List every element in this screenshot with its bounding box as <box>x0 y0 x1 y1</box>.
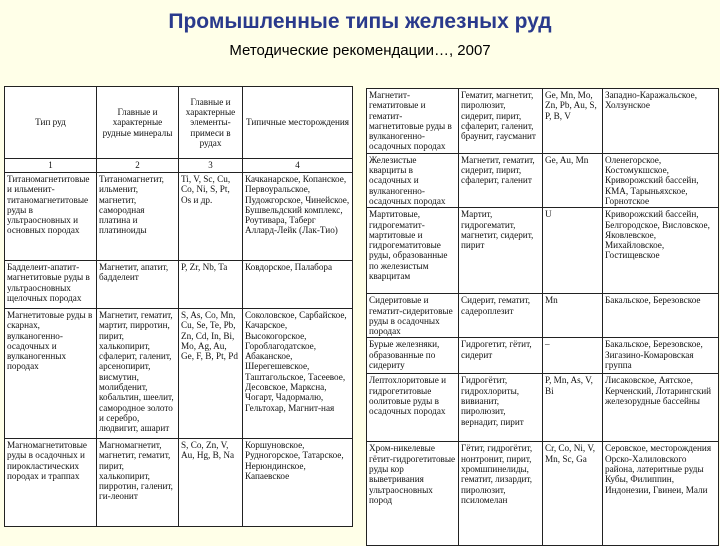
elements-cell: S, As, Co, Mn, Cu, Se, Te, Pb, Zn, Cd, In, Bi, Mo, Ag, Au, Ge, F, B, Pt, Pd <box>179 309 243 439</box>
header-ore-type: Тип руд <box>5 87 97 159</box>
minerals-cell: Гётит, гидрогётит, нонтронит, пирит, хромшпинелиды, гематит, лизардит, пиролюзит, псиломелан <box>459 442 543 546</box>
column-number: 4 <box>243 159 353 173</box>
header-elements: Главные и характерные элементы-примеси в рудах <box>179 87 243 159</box>
minerals-cell: Гидрогетит, гётит, сидерит <box>459 338 543 374</box>
deposits-cell: Коршуновское, Рудногорское, Татарское, Нерюндинское, Капаевское <box>243 439 353 527</box>
deposits-cell: Ковдорское, Палабора <box>243 261 353 309</box>
minerals-cell: Мартит, гидрогематит, магнетит, сидерит, пирит <box>459 208 543 294</box>
page-title: Промышленные типы железных руд <box>168 10 552 33</box>
deposits-cell: Криворожский бассейн, Белгородское, Висловское, Яковлевское, Михайловское, Гостищевское <box>603 208 719 294</box>
table-row <box>5 261 353 309</box>
deposits-cell: Бакальское, Березовское, Зигазино-Комаровская группа <box>603 338 719 374</box>
elements-cell: – <box>543 338 603 374</box>
minerals-cell: Магнетит, апатит, бадделеит <box>97 261 179 309</box>
elements-cell: U <box>543 208 603 294</box>
minerals-cell: Титаномагнетит, ильменит, магнетит, самородная платина и платиноиды <box>97 173 179 261</box>
elements-cell: P, Mn, As, V, Bi <box>543 374 603 442</box>
ore-type-cell: Лептохлоритовые и гидрогетитовые оолитовые руды в осадочных породах <box>367 374 459 442</box>
deposits-cell: Оленегорское, Костомукшское, Криворожский бассейн, КМА, Тарыньяхское, Горнотское <box>603 153 719 207</box>
ore-type-cell: Сидеритовые и гематит-сидеритовые руды в осадочных породах <box>367 294 459 338</box>
deposits-cell: Соколовское, Сарбайское, Качарское, Высокогорское, Гороблагодатское, Абаканское, Шерегешевское, Таштагольское, Тасеевое, Десовское, Марксна, Чогарт, Чадормалю, Гельтохар, Магнит-ная <box>243 309 353 439</box>
ore-type-cell: Титаномагнетитовые и ильменит-титаномагнетитовые руды в ультраосновных и основных породах <box>5 173 97 261</box>
elements-cell: Ge, Au, Mn <box>543 153 603 207</box>
elements-cell: Mn <box>543 294 603 338</box>
header-deposits: Типичные месторождения <box>243 87 353 159</box>
header-minerals: Главные и характерные рудные минералы <box>97 87 179 159</box>
table-row <box>367 442 719 546</box>
table-row <box>367 153 719 207</box>
ore-type-cell: Мартитовые, гидрогематит-мартитовые и гидрогематитовые руды, образованные по железистым кварцитам <box>367 208 459 294</box>
column-number: 1 <box>5 159 97 173</box>
elements-cell: Cr, Co, Ni, V, Mn, Sc, Ga <box>543 442 603 546</box>
table-row <box>5 439 353 527</box>
ore-type-cell: Магнетит-гематитовые и гематит-магнетитовые руды в вулканогенно-осадочных породах <box>367 89 459 154</box>
elements-cell: S, Co, Zn, V, Au, Hg, B, Na <box>179 439 243 527</box>
ore-type-cell: Железистые кварциты в осадочных и вулканогенно-осадочных породах <box>367 153 459 207</box>
minerals-cell: Магнетит, гематит, мартит, пирротин, пирит, халькопирит, сфалерит, галенит, арсенопирит, висмутин, молибденит, кобальтин, шеелит, самородное золото и серебро, людвигит, ашарит <box>97 309 179 439</box>
ore-type-cell: Бадделеит-апатит-магнетитовые руды в ультраосновных щелочных породах <box>5 261 97 309</box>
table-row <box>5 309 353 439</box>
ore-type-cell: Магномагнетитовые руды в осадочных и пирокластических породах и траппах <box>5 439 97 527</box>
elements-cell: P, Zr, Nb, Ta <box>179 261 243 309</box>
table-row <box>367 374 719 442</box>
table-row <box>367 89 719 154</box>
deposits-cell: Бакальское, Березовское <box>603 294 719 338</box>
minerals-cell: Гематит, магнетит, пиролюзит, сидерит, пирит, сфалерит, галенит, браунит, гаусманит <box>459 89 543 154</box>
minerals-cell: Магномагнетит, магнетит, гематит, пирит, халькопирит, пирротин, галенит, ги-леонит <box>97 439 179 527</box>
ore-type-cell: Хром-никелевые гётит-гидрогетитовые руды кор выветривания ультраосновных пород <box>367 442 459 546</box>
minerals-cell: Магнетит, гематит, сидерит, пирит, сфалерит, галенит <box>459 153 543 207</box>
column-number: 3 <box>179 159 243 173</box>
deposits-cell: Качканарское, Копанское, Первоуральское, Пудожгорское, Чинейское, Бушвельдский комплекс, Роутивара, Таберг Аллард-Лейк (Лак-Тио) <box>243 173 353 261</box>
ore-type-cell: Бурые железняки, образованные по сидериту <box>367 338 459 374</box>
table-row <box>367 208 719 294</box>
page-subtitle: Методические рекомендации…, 2007 <box>229 42 491 59</box>
elements-cell: Ge, Mn, Mo, Zn, Pb, Au, S, P, B, V <box>543 89 603 154</box>
table-row <box>5 173 353 261</box>
table-row <box>367 338 719 374</box>
ore-types-table-left <box>4 86 353 527</box>
ore-type-cell: Магнетитовые руды в скарнах, вулканогенно-осадочных и вулканогенных породах <box>5 309 97 439</box>
minerals-cell: Гидрогётит, гидрохлориты, вивианит, пиролюзит, вернадит, пирит <box>459 374 543 442</box>
elements-cell: Ti, V, Sc, Cu, Co, Ni, S, Pt, Os и др. <box>179 173 243 261</box>
deposits-cell: Серовское, месторождения Орско-Халиловского района, латеритные руды Кубы, Филиппин, Индонезии, Гвинеи, Мали <box>603 442 719 546</box>
minerals-cell: Сидерит, гематит, садероплезит <box>459 294 543 338</box>
ore-types-table-right <box>366 88 719 546</box>
deposits-cell: Лисаковское, Аятское, Керченский, Лотарингский железорудные бассейны <box>603 374 719 442</box>
deposits-cell: Западно-Каражальское, Холзунское <box>603 89 719 154</box>
table-row <box>367 294 719 338</box>
column-number: 2 <box>97 159 179 173</box>
